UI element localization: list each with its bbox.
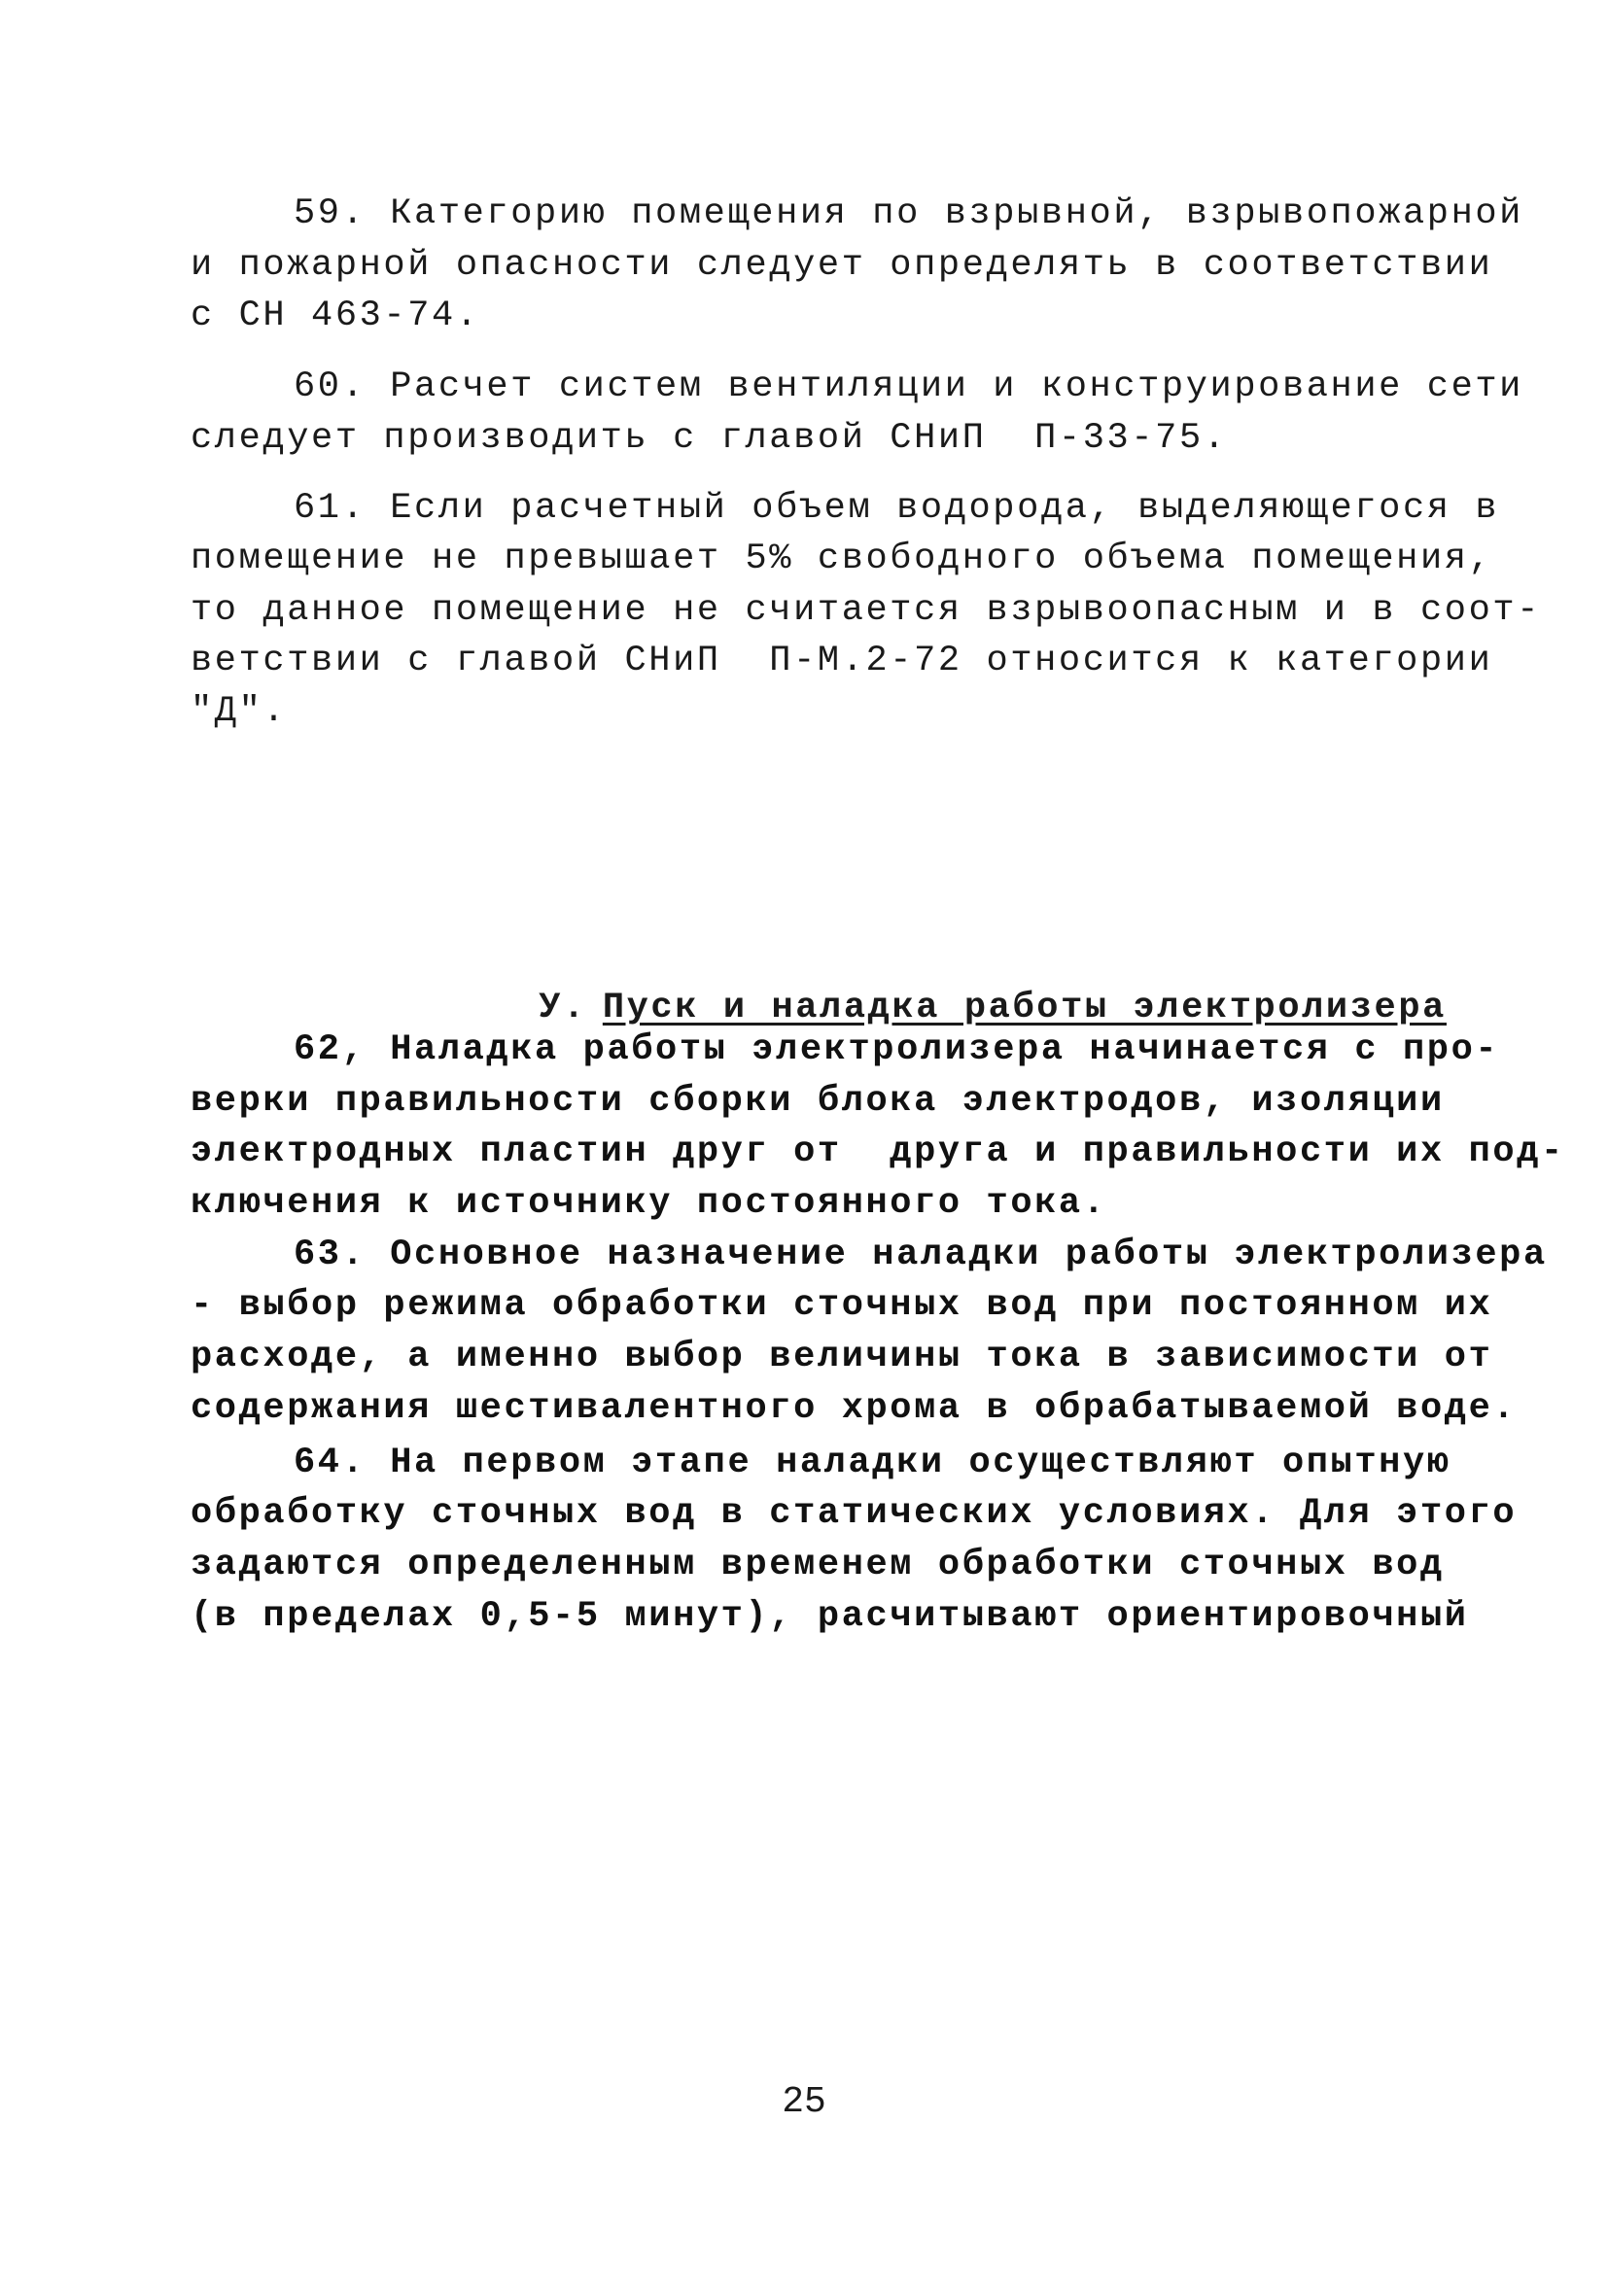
text-line: (в пределах 0,5-5 минут), расчитывают ориентировочный bbox=[191, 1596, 1469, 1637]
text-line: - выбор режима обработки сточных вод при постоянном их bbox=[191, 1285, 1493, 1326]
text-line: 61. Если расчетный объем водорода, выделяющегося в bbox=[294, 488, 1500, 529]
text-line: то данное помещение не считается взрывоопасным и в соот- bbox=[191, 590, 1542, 631]
text-line: следует производить с главой СНиП П-33-75. bbox=[191, 418, 1228, 459]
text-line: расходе, а именно выбор величины тока в зависимости от bbox=[191, 1337, 1493, 1377]
text-line: обработку сточных вод в статических условиях. Для этого bbox=[191, 1493, 1518, 1534]
text-line: 59. Категорию помещения по взрывной, взрывопожарной bbox=[294, 193, 1523, 234]
text-line: 62, Наладка работы электролизера начинается с про- bbox=[294, 1029, 1500, 1070]
text-line: 60. Расчет систем вентиляции и конструирование сети bbox=[294, 366, 1523, 407]
text-line: электродных пластин друг от друга и правильности их под- bbox=[191, 1131, 1565, 1172]
text-line: 64. На первом этапе наладки осуществляют опытную bbox=[294, 1443, 1451, 1483]
text-line: и пожарной опасности следует определять в соответствии bbox=[191, 245, 1493, 286]
text-line: "Д". bbox=[191, 691, 288, 732]
section-number: У. bbox=[539, 988, 587, 1028]
text-line: верки правильности сборки блока электродов, изоляции bbox=[191, 1081, 1445, 1122]
text-line: с СН 463-74. bbox=[191, 296, 480, 336]
text-line: помещение не превышает 5% свободного объема помещения, bbox=[191, 539, 1493, 579]
text-line: 63. Основное назначение наладки работы электролизера bbox=[294, 1235, 1548, 1275]
page-number: 25 bbox=[782, 2081, 826, 2123]
text-line: содержания шестивалентного хрома в обрабатываемой воде. bbox=[191, 1388, 1518, 1429]
section-title: Пуск и наладка работы электролизера bbox=[602, 988, 1447, 1028]
text-line: ключения к источнику постоянного тока. bbox=[191, 1183, 1107, 1224]
text-line: задаются определенным временем обработки сточных вод bbox=[191, 1545, 1445, 1585]
text-line: ветствии с главой СНиП П-М.2-72 относится к категории bbox=[191, 641, 1493, 681]
